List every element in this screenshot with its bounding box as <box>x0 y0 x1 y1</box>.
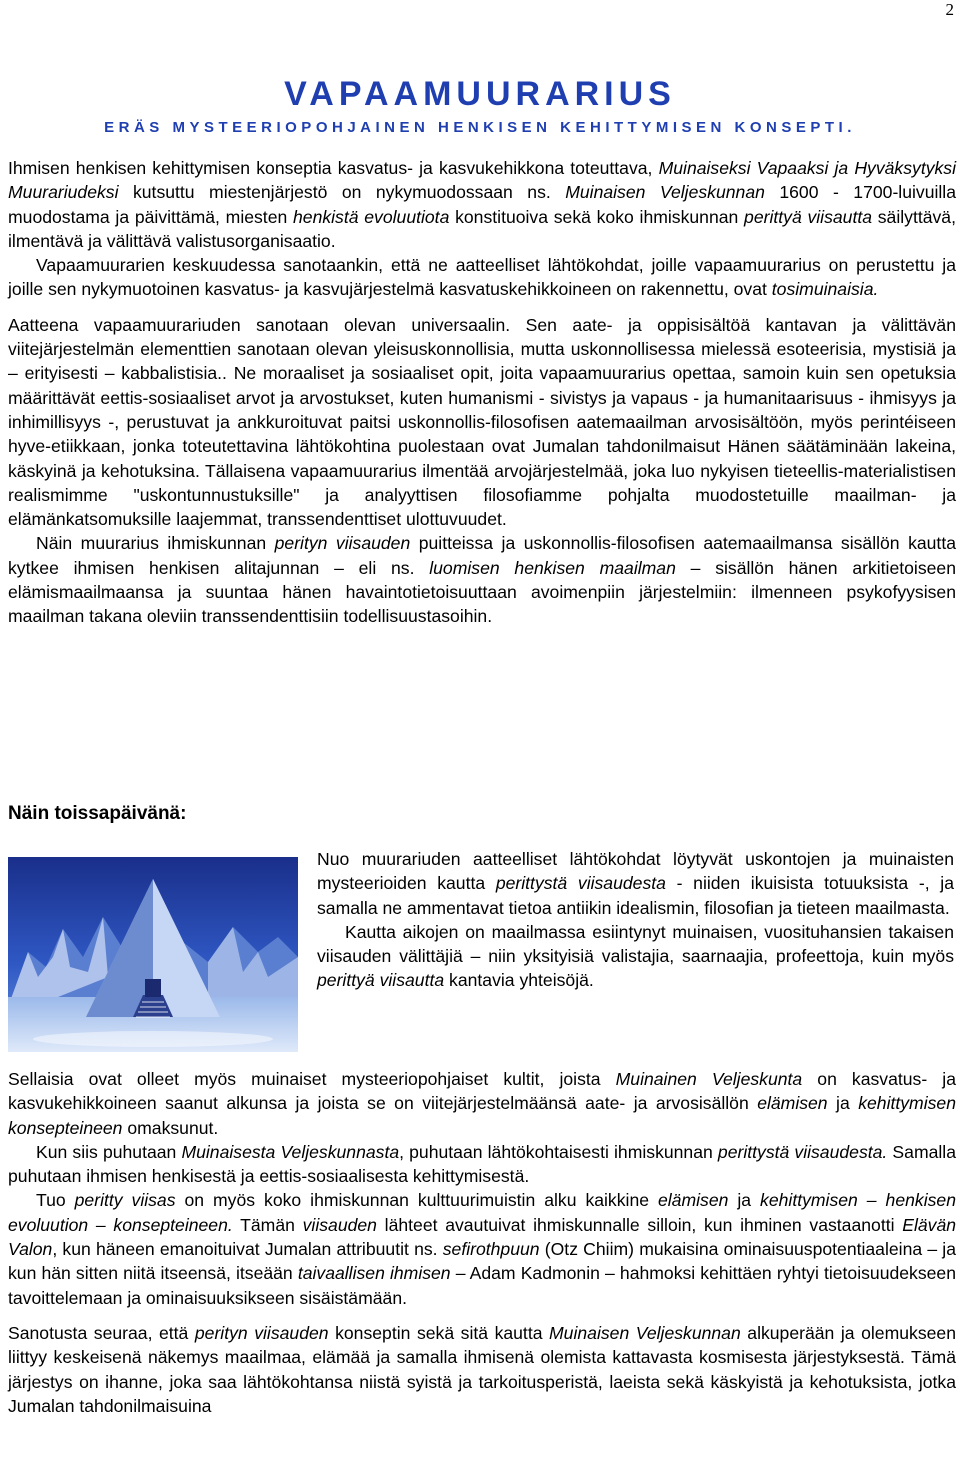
intro-paragraph: Ihmisen henkisen kehittymisen konseptia kasvatus- ja kasvukehikkona toteuttava, Muinaiseksi Vapaaksi ja Hyväksytyksi Muurariudeksi kutsuttu miestenjärjestö on nykymuodossaan ns. Muinaisen Veljeskunnan 1600 - 1700-luivuilla muodostama ja päivittämä, miesten henkistä evoluutiota konstituoiva sekä koko ihmiskunnan perittyä viisautta säilyttävä, ilmentävä ja välittävä valistusorganisaatio. <box>8 158 957 251</box>
paragraph-origins: Vapaamuurarien keskuudessa sanotaankin, että ne aatteelliset lähtökohdat, joille vapaamuurarius on perustettu ja joille sen nykymuotoinen kasvatus- ja kasvujärjestelmä kasvatuskehikkoineen on rakennettu, ovat tosimuinaisia. <box>8 255 956 300</box>
side-paragraph-1: Nuo muurariuden aatteelliset lähtökohdat löytyvät uskontojen ja muinaisten mysteerioiden kautta perittystä viisaudesta - niiden ikuisista totuuksista -, ja samalla ne ammentavat tietoa antiikin idealismin, filosofian ja tieteen maailmasta. <box>317 849 954 918</box>
page-number: 2 <box>945 0 954 19</box>
paragraph-perityn-viisauden: Näin muurarius ihmiskunnan perityn viisauden puitteissa ja uskonnollis-filosofisen aatemaailmansa sisällön kautta kytkee ihmisen henkisen alitajunnan – eli ns. luomisen henkisen maailman – sisällön hänen arkitietoiseen elämismaailmaansa ja suuntaa hänen havaintotietoisuuttaan avoimenpiin järjestelmiin: ilmenneen psykofyysisen maailman takana oleviin transsendenttisiin todellisuustasoihin. <box>8 533 956 627</box>
document-title: VAPAAMUURARIUS <box>284 75 676 113</box>
paragraph-peritty-viisas: Tuo peritty viisas on myös koko ihmiskunnan kulttuurimuistin alku kaikkine elämisen ja kehittymisen – henkisen evoluution – konsepteineen. Tämän viisauden lähteet avautuivat ihmiskunnalle silloin, kun ihminen vastaanotti Elävän Valon, kun häneen emanoituivat Jumalan attribuutit ns. sefirothpuun (Otz Chiim) mukaisina ominaisuuspotentiaaleina – ja kun hän sitten niitä itseensä, itseään taivaallisen ihmisen – Adam Kadmonin – hahmoksi kehittäen ryhtyi tietoisuudekseen tavoittelemaan ja ominaisuuksikseen sisäistämään. <box>8 1190 957 1308</box>
paragraph-muinainen-veljeskunta: Kun siis puhutaan Muinaisesta Veljeskunnasta, puhutaan lähtökohtaisesti ihmiskunnan perittystä viisaudesta. Samalla puhutaan ihmisen henkisestä ja eettis-sosiaalisesta kehittymisestä. <box>8 1141 956 1187</box>
section-heading: Näin toissapäivänä: <box>8 803 187 824</box>
pyramid-illustration <box>8 857 298 1052</box>
lower-text <box>8 1067 956 1418</box>
upper-text <box>8 156 956 629</box>
paragraph-cosmic-order: Sanotusta seuraa, että perityn viisauden konseptin sekä sitä kautta Muinaisen Veljeskunnan alkuperään ja olemukseen liittyy keskeisenä näkemys maailmaa, elämää ja samalla ihmisenä olemista kattavasta kosmisesta järjestyksestä. Tämä järjestys on ihanne, joka saa lähtökohtansa niistä syistä ja tarkoitusperistä, laeista sekä käskyistä ja kehotuksista, jotka Jumalan tahdonilmaisuina <box>8 1322 956 1416</box>
paragraph-cults: Sellaisia ovat olleet myös muinaiset mysteeriopohjaiset kultit, joista Muinainen Veljeskunta on kasvatus- ja kasvukehikkoineen saanut alkunsa ja joista se on viitejärjestelmäänsä aate- ja arvosisällön elämisen ja kehittymisen konsepteineen omaksunut. <box>8 1069 956 1138</box>
side-paragraph-2: Kautta aikojen on maailmassa esiintynyt muinaisen, vuosituhansien takaisen viisauden välittäjiä – niin yksityisiä valistajia, saarnaajia, profeettoja, kuin myös perittyä viisautta kantavia yhteisöjä. <box>317 921 954 991</box>
document-subtitle: ERÄS MYSTEERIOPOHJAINEN HENKISEN KEHITTYMISEN KONSEPTI. <box>104 119 856 136</box>
side-text <box>317 847 954 993</box>
paragraph-universal: Aatteena vapaamuurariuden sanotaan olevan universaalin. Sen aate- ja oppisisältöä kantavan ja välittävän viitejärjestelmän elementtien sanotaan olevan yleisuskonnollisia, mutta uskonnollisessa mielessä esoteerisia, mystisiä ja – erityisesti – kabbalistisia.. Ne moraaliset ja sosiaaliset opit, joita vapaamuurarius opettaa, samoin kuin sen opetuksia määrittävät eettis-sosiaaliset arvot ja arvostukset, kuten humanismi - sivistys ja vapaus - ja humanitaarisuus - ihmisyys ja inhimillisyys -, perustuvat ja ankkuroituvat paitsi uskonnollis-filosofisen aatemaailman arvosisältöön, myös perintéiseen hyve-etiikkaan, jonka toteutettavina lähtökohtina puolestaan ovat Jumalan tahdonilmaisut Hänen säätäminään lakeina, käskyinä ja kehotuksina. Tällaisena vapaamuurarius ilmentää arvojärjestelmää, joka luo nykyisen tieteellis-materialistisen realismimme "uskontunnustuksille" ja analyyttisen filosofiamme pohjalta muodostetuille maailman- ja elämänkatsomuksille laajemmat, transsendenttiset ulottuvuudet. <box>8 314 956 530</box>
